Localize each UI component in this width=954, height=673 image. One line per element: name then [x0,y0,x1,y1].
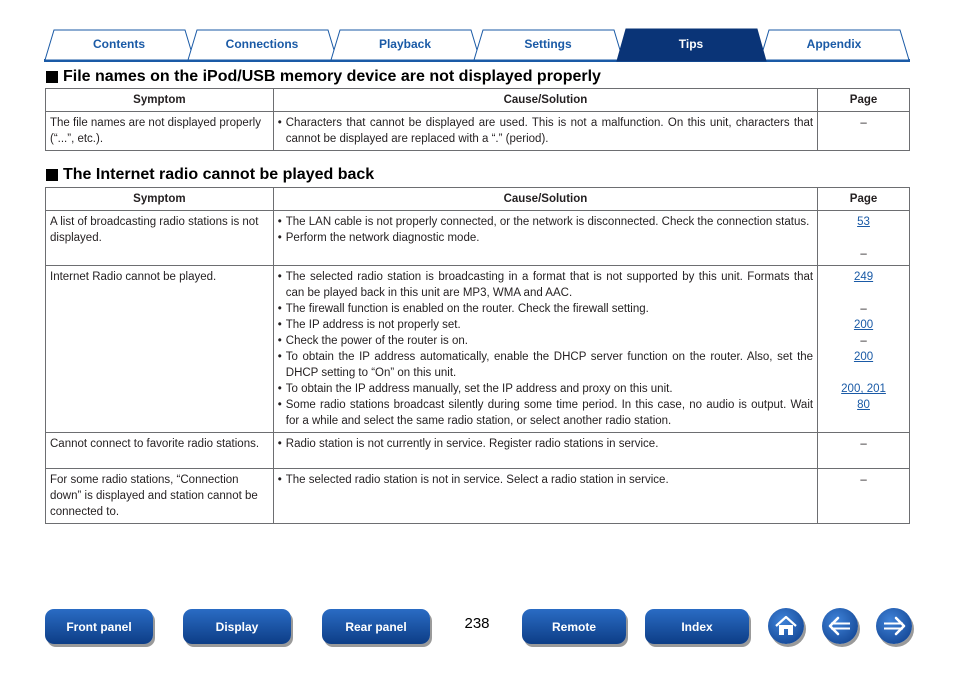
header-page: Page [818,188,910,211]
tab-playback[interactable]: Playback [378,37,432,51]
page-link[interactable]: 200 [853,351,874,363]
tab-connections[interactable]: Connections [225,37,299,51]
cause-item: • To obtain the IP address automatically, enable the DHCP server function on the router. Also, set the DHCP setting to “On” on this unit. [277,351,814,379]
cause-item: • Characters that cannot be displayed are used. This is not a malfunction. On this unit, characters that cannot be displayed are replaced with a “.” (period). [277,117,814,145]
symptom-cell: A list of broadcasting radio stations is not displayed. [46,211,274,266]
symptom-cell: Internet Radio cannot be played. [46,266,274,433]
tab-contents[interactable]: Contents [93,37,145,51]
page-cell [818,266,910,433]
home-icon [774,615,798,637]
table-header-row [46,89,910,112]
header-symptom: Symptom [46,188,274,211]
header-symptom: Symptom [46,89,274,112]
header-cause: Cause/Solution [273,89,817,112]
cause-cell [273,112,817,151]
cause-item: • To obtain the IP address manually, set the IP address and proxy on this unit. [277,383,673,395]
cause-cell [273,266,817,433]
table-row [46,266,910,433]
page-link[interactable]: 53 [857,216,870,228]
back-arrow-icon [827,616,853,636]
page-cell [818,112,910,151]
symptom-cell: Cannot connect to favorite radio stations. [46,433,274,469]
page-cell [818,469,910,524]
page-ref: – [860,303,867,315]
cause-cell [273,211,817,266]
cause-item: • The selected radio station is not in service. Select a radio station in service. [277,474,669,486]
tab-settings[interactable]: Settings [524,37,572,51]
cause-item: • Check the power of the router is on. [277,335,468,347]
front-panel-button[interactable]: Front panel [45,609,153,644]
tab-appendix[interactable]: Appendix [806,37,862,51]
page-ref: – [860,248,867,260]
page-cell [818,211,910,266]
cause-item: • The selected radio station is broadcasting in a format that is not supported by this unit. Formats that can be played back in this unit are MP3, WMA and AAC. [277,271,814,299]
bullet-square-icon [46,169,58,181]
page-number: 238 [464,615,490,632]
header-page: Page [818,89,910,112]
cause-cell [273,433,817,469]
forward-button[interactable] [876,608,912,644]
section-title-internet-radio [46,166,374,184]
cause-item: • The IP address is not properly set. [277,319,461,331]
internet-radio-table [45,187,910,524]
remote-button[interactable]: Remote [522,609,626,644]
symptom-cell: For some radio stations, “Connection down” is displayed and station cannot be connected to. [46,469,274,524]
page-link[interactable]: 200 [853,319,874,331]
page-cell [818,433,910,469]
page-link[interactable]: 249 [853,271,874,283]
home-button[interactable] [768,608,804,644]
page-ref: – [860,335,867,347]
cause-item: • Some radio stations broadcast silently during some time period. In this case, no audio is output. Wait for a while and select the same radio station, or select another radio station. [277,399,814,427]
table-header-row [46,188,910,211]
rear-panel-button[interactable]: Rear panel [322,609,430,644]
tab-bar [44,27,910,62]
bullet-square-icon [46,71,58,83]
section-title-text: File names on the iPod/USB memory device are not displayed properly [63,68,601,85]
table-row [46,469,910,524]
forward-arrow-icon [881,616,907,636]
section-title-file-names [46,68,601,86]
section-title-text: The Internet radio cannot be played back [63,166,375,183]
display-button[interactable]: Display [183,609,291,644]
page-link[interactable]: 80 [857,399,870,411]
table-row [46,112,910,151]
file-names-table [45,88,910,151]
back-button[interactable] [822,608,858,644]
cause-item: • Radio station is not currently in service. Register radio stations in service. [277,438,659,450]
cause-item: • Perform the network diagnostic mode. [277,232,480,244]
table-row [46,211,910,266]
index-button[interactable]: Index [645,609,749,644]
page-link[interactable]: 200, 201 [841,383,886,395]
page-ref: – [860,117,867,129]
page-ref: – [860,438,867,450]
cause-cell [273,469,817,524]
tab-tips[interactable]: Tips [678,37,704,51]
cause-item: • The LAN cable is not properly connected, or the network is disconnected. Check the connection status. [277,216,810,228]
symptom-cell: The file names are not displayed properly (“...”, etc.). [46,112,274,151]
page-ref: – [860,474,867,486]
cause-item: • The firewall function is enabled on the router. Check the firewall setting. [277,303,649,315]
table-row [46,433,910,469]
header-cause: Cause/Solution [273,188,817,211]
